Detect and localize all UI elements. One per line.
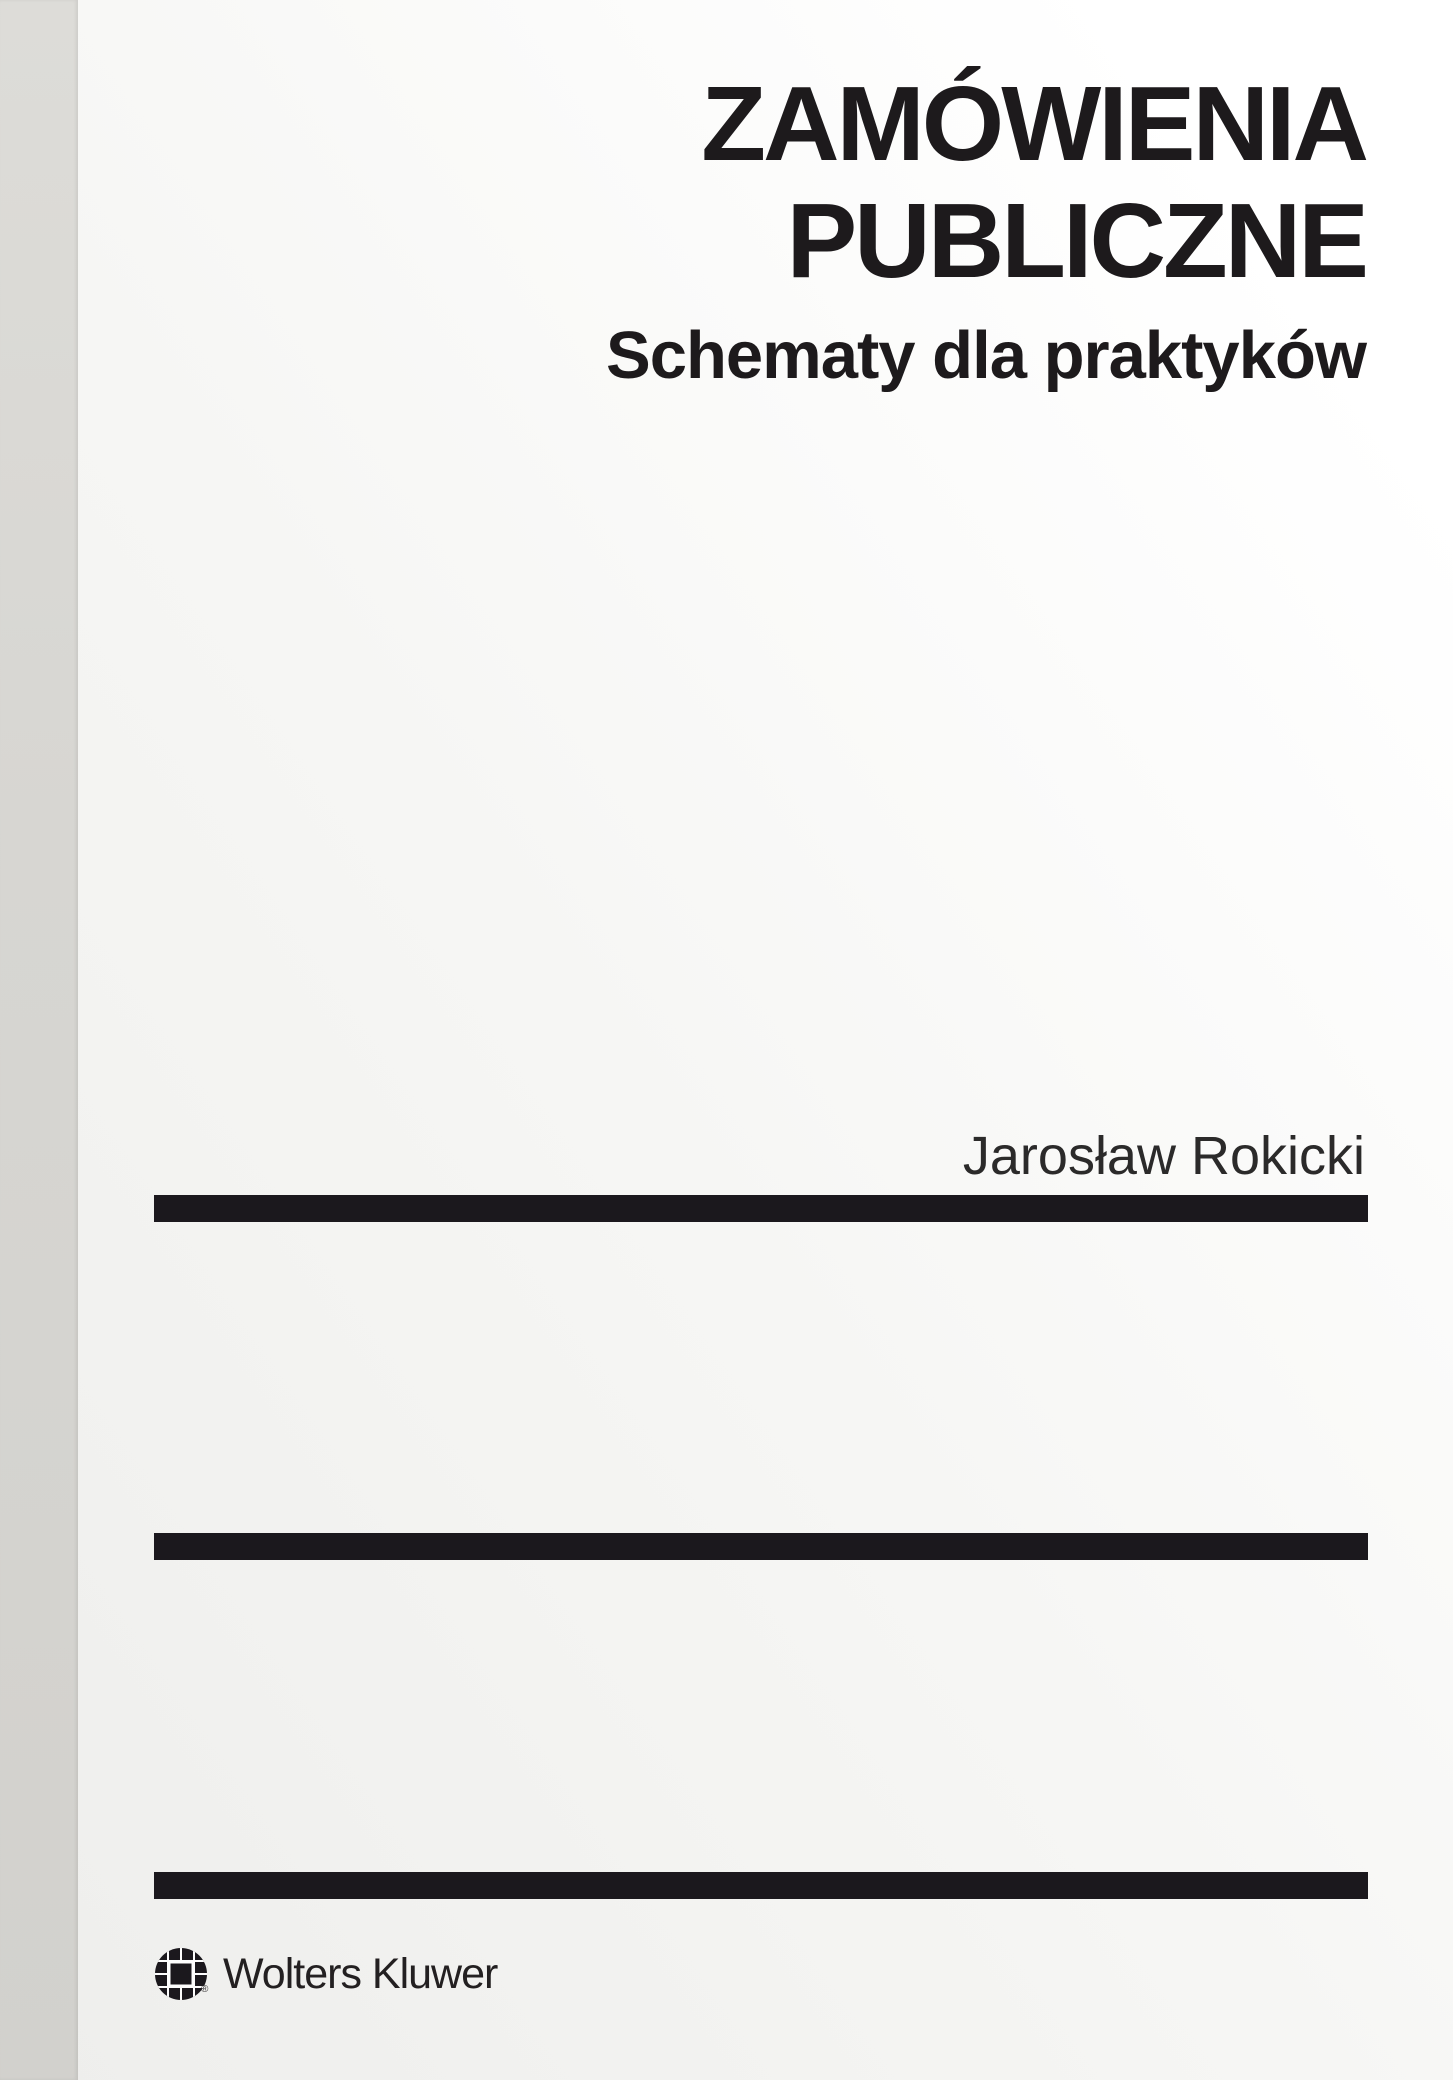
book-subtitle: Schematy dla praktyków bbox=[606, 318, 1366, 393]
title-line-2: PUBLICZNE bbox=[786, 182, 1366, 300]
publisher-logo bbox=[155, 1948, 497, 2000]
wolters-kluwer-globe-icon bbox=[155, 1948, 207, 2000]
divider-bar-top bbox=[154, 1195, 1368, 1222]
author-name: Jarosław Rokicki bbox=[962, 1126, 1365, 1186]
book-title bbox=[300, 66, 1366, 300]
spine-edge bbox=[0, 0, 78, 2080]
registered-trademark: ® bbox=[201, 1984, 209, 1995]
title-line-1: ZAMÓWIENIA bbox=[701, 65, 1366, 183]
divider-bar-middle bbox=[154, 1533, 1368, 1560]
divider-bar-bottom bbox=[154, 1872, 1368, 1899]
publisher-name: Wolters Kluwer bbox=[223, 1949, 498, 1998]
